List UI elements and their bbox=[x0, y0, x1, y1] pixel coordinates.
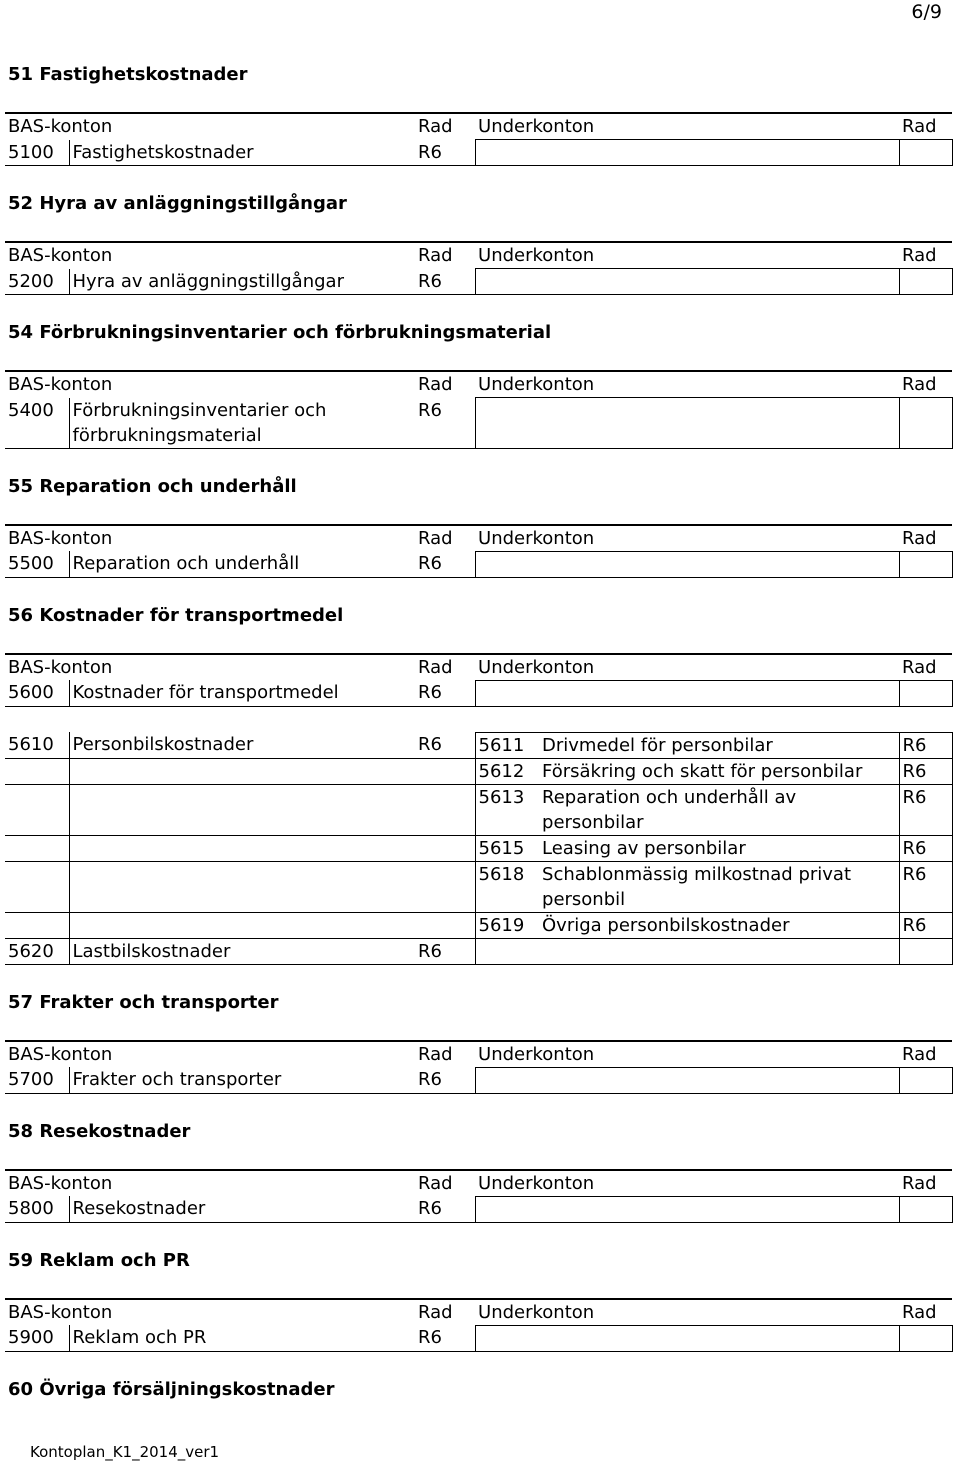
sub-code bbox=[475, 140, 539, 166]
section-59 bbox=[5, 1248, 952, 1352]
account-rad bbox=[415, 784, 475, 835]
account-code: 5500 bbox=[5, 551, 69, 577]
footer-document-id: Kontoplan_K1_2014_ver1 bbox=[30, 1443, 220, 1461]
sub-code bbox=[475, 938, 539, 964]
sub-name: Övriga personbilskostnader bbox=[539, 912, 899, 938]
header-underkonton: Underkonton bbox=[475, 525, 899, 552]
section-57 bbox=[5, 990, 952, 1094]
account-code: 5100 bbox=[5, 140, 69, 166]
header-rad-2: Rad bbox=[899, 371, 952, 398]
header-bas-konton: BAS-konton bbox=[5, 654, 415, 681]
sub-rad bbox=[899, 680, 952, 706]
account-name bbox=[69, 912, 415, 938]
sub-rad bbox=[899, 938, 952, 964]
account-name bbox=[69, 861, 415, 912]
table-row bbox=[5, 758, 952, 784]
sub-code: 5613 bbox=[475, 784, 539, 835]
sub-rad bbox=[899, 1067, 952, 1093]
table-header bbox=[5, 1299, 952, 1326]
section-58 bbox=[5, 1119, 952, 1223]
account-code: 5900 bbox=[5, 1325, 69, 1351]
sub-name bbox=[539, 551, 899, 577]
header-bas-konton: BAS-konton bbox=[5, 113, 415, 140]
table-row bbox=[5, 784, 952, 835]
sub-rad: R6 bbox=[899, 861, 952, 912]
sub-rad bbox=[899, 398, 952, 449]
account-rad: R6 bbox=[415, 398, 475, 449]
table-header bbox=[5, 654, 952, 681]
section-title: 57 Frakter och transporter bbox=[8, 991, 279, 1013]
sub-name: Drivmedel för personbilar bbox=[539, 732, 899, 758]
table-row bbox=[5, 1325, 952, 1351]
sub-rad: R6 bbox=[899, 758, 952, 784]
sub-code: 5611 bbox=[475, 732, 539, 758]
section-60 bbox=[5, 1377, 952, 1402]
account-table bbox=[5, 653, 953, 965]
header-rad: Rad bbox=[415, 371, 475, 398]
account-name: Lastbilskostnader bbox=[69, 938, 415, 964]
sub-name bbox=[539, 1067, 899, 1093]
account-name: Personbilskostnader bbox=[69, 732, 415, 758]
header-bas-konton: BAS-konton bbox=[5, 525, 415, 552]
sub-code: 5619 bbox=[475, 912, 539, 938]
header-rad: Rad bbox=[415, 1041, 475, 1068]
sub-rad bbox=[899, 269, 952, 295]
table-row bbox=[5, 1067, 952, 1093]
table-row bbox=[5, 938, 952, 964]
header-rad-2: Rad bbox=[899, 1170, 952, 1197]
account-rad: R6 bbox=[415, 140, 475, 166]
account-rad bbox=[415, 835, 475, 861]
table-header bbox=[5, 1041, 952, 1068]
sub-name: Försäkring och skatt för personbilar bbox=[539, 758, 899, 784]
sub-name bbox=[539, 269, 899, 295]
account-code bbox=[5, 861, 69, 912]
header-rad: Rad bbox=[415, 242, 475, 269]
sub-code bbox=[475, 680, 539, 706]
sub-name: Schablonmässig milkostnad privat personbil bbox=[539, 861, 899, 912]
account-name: Kostnader för transportmedel bbox=[69, 680, 415, 706]
sub-code bbox=[475, 1196, 539, 1222]
account-name: Hyra av anläggningstillgångar bbox=[69, 269, 415, 295]
table-header bbox=[5, 525, 952, 552]
header-rad-2: Rad bbox=[899, 525, 952, 552]
account-name: Fastighetskostnader bbox=[69, 140, 415, 166]
account-rad: R6 bbox=[415, 680, 475, 706]
sub-name bbox=[539, 1196, 899, 1222]
account-name: Frakter och transporter bbox=[69, 1067, 415, 1093]
account-code: 5200 bbox=[5, 269, 69, 295]
section-title: 59 Reklam och PR bbox=[8, 1249, 190, 1271]
header-underkonton: Underkonton bbox=[475, 1170, 899, 1197]
sub-name bbox=[539, 398, 899, 449]
account-table bbox=[5, 1298, 953, 1352]
table-header bbox=[5, 371, 952, 398]
account-code: 5800 bbox=[5, 1196, 69, 1222]
sub-rad: R6 bbox=[899, 835, 952, 861]
sub-code bbox=[475, 269, 539, 295]
section-title: 51 Fastighetskostnader bbox=[8, 64, 248, 85]
table-row bbox=[5, 269, 952, 295]
account-code: 5600 bbox=[5, 680, 69, 706]
sub-code: 5615 bbox=[475, 835, 539, 861]
account-name bbox=[69, 835, 415, 861]
account-code bbox=[5, 835, 69, 861]
sub-rad bbox=[899, 140, 952, 166]
header-rad-2: Rad bbox=[899, 113, 952, 140]
section-52 bbox=[5, 191, 952, 295]
spacer-row bbox=[5, 706, 952, 732]
header-bas-konton: BAS-konton bbox=[5, 242, 415, 269]
account-name bbox=[69, 758, 415, 784]
header-underkonton: Underkonton bbox=[475, 654, 899, 681]
table-row bbox=[5, 1196, 952, 1222]
sub-rad bbox=[899, 551, 952, 577]
header-rad-2: Rad bbox=[899, 242, 952, 269]
section-title: 58 Resekostnader bbox=[8, 1120, 191, 1142]
header-rad-2: Rad bbox=[899, 1041, 952, 1068]
sub-code: 5612 bbox=[475, 758, 539, 784]
section-51 bbox=[5, 62, 952, 166]
table-header bbox=[5, 242, 952, 269]
sub-rad: R6 bbox=[899, 732, 952, 758]
account-name: Resekostnader bbox=[69, 1196, 415, 1222]
header-bas-konton: BAS-konton bbox=[5, 1041, 415, 1068]
account-rad: R6 bbox=[415, 1196, 475, 1222]
table-row bbox=[5, 912, 952, 938]
account-rad: R6 bbox=[415, 938, 475, 964]
sub-name: Reparation och underhåll av personbilar bbox=[539, 784, 899, 835]
sub-name bbox=[539, 680, 899, 706]
sub-name bbox=[539, 140, 899, 166]
table-row bbox=[5, 398, 952, 449]
account-code: 5700 bbox=[5, 1067, 69, 1093]
account-name: Reparation och underhåll bbox=[69, 551, 415, 577]
account-name: Förbrukningsinventarier och förbrukningsmaterial bbox=[69, 398, 415, 449]
table-header bbox=[5, 1170, 952, 1197]
account-code bbox=[5, 784, 69, 835]
section-56 bbox=[5, 603, 952, 965]
sub-rad bbox=[899, 1196, 952, 1222]
header-rad: Rad bbox=[415, 113, 475, 140]
section-54 bbox=[5, 320, 952, 449]
account-rad: R6 bbox=[415, 1325, 475, 1351]
section-title: 56 Kostnader för transportmedel bbox=[8, 604, 344, 626]
account-name bbox=[69, 784, 415, 835]
header-rad: Rad bbox=[415, 525, 475, 552]
section-55 bbox=[5, 474, 952, 578]
account-code: 5620 bbox=[5, 938, 69, 964]
sub-name bbox=[539, 1325, 899, 1351]
account-code: 5400 bbox=[5, 398, 69, 449]
header-rad-2: Rad bbox=[899, 1299, 952, 1326]
account-table bbox=[5, 1169, 953, 1223]
account-rad: R6 bbox=[415, 732, 475, 758]
table-header bbox=[5, 113, 952, 140]
account-rad: R6 bbox=[415, 551, 475, 577]
sub-code bbox=[475, 398, 539, 449]
account-table bbox=[5, 1040, 953, 1094]
header-rad: Rad bbox=[415, 654, 475, 681]
table-row bbox=[5, 861, 952, 912]
sub-rad bbox=[899, 1325, 952, 1351]
section-title: 52 Hyra av anläggningstillgångar bbox=[8, 193, 347, 214]
table-row bbox=[5, 680, 952, 706]
account-code bbox=[5, 758, 69, 784]
header-rad-2: Rad bbox=[899, 654, 952, 681]
account-table bbox=[5, 112, 953, 166]
account-rad: R6 bbox=[415, 269, 475, 295]
sub-code bbox=[475, 1325, 539, 1351]
header-bas-konton: BAS-konton bbox=[5, 1299, 415, 1326]
header-underkonton: Underkonton bbox=[475, 1041, 899, 1068]
section-title: 54 Förbrukningsinventarier och förbrukningsmaterial bbox=[8, 322, 552, 343]
header-bas-konton: BAS-konton bbox=[5, 1170, 415, 1197]
header-underkonton: Underkonton bbox=[475, 242, 899, 269]
account-rad: R6 bbox=[415, 1067, 475, 1093]
sub-rad: R6 bbox=[899, 912, 952, 938]
account-name: Reklam och PR bbox=[69, 1325, 415, 1351]
header-underkonton: Underkonton bbox=[475, 1299, 899, 1326]
page-number: 6/9 bbox=[911, 1, 942, 23]
account-code bbox=[5, 912, 69, 938]
section-title: 60 Övriga försäljningskostnader bbox=[8, 1378, 335, 1400]
account-rad bbox=[415, 912, 475, 938]
account-table bbox=[5, 241, 953, 295]
sub-code bbox=[475, 1067, 539, 1093]
account-table bbox=[5, 370, 953, 449]
header-underkonton: Underkonton bbox=[475, 113, 899, 140]
sub-name: Leasing av personbilar bbox=[539, 835, 899, 861]
section-title: 55 Reparation och underhåll bbox=[8, 475, 297, 497]
sub-name bbox=[539, 938, 899, 964]
account-table bbox=[5, 524, 953, 578]
sub-rad: R6 bbox=[899, 784, 952, 835]
sub-code: 5618 bbox=[475, 861, 539, 912]
document-body bbox=[5, 62, 952, 1427]
header-bas-konton: BAS-konton bbox=[5, 371, 415, 398]
sub-code bbox=[475, 551, 539, 577]
account-code: 5610 bbox=[5, 732, 69, 758]
account-rad bbox=[415, 758, 475, 784]
table-row bbox=[5, 140, 952, 166]
header-rad: Rad bbox=[415, 1170, 475, 1197]
header-underkonton: Underkonton bbox=[475, 371, 899, 398]
header-rad: Rad bbox=[415, 1299, 475, 1326]
account-rad bbox=[415, 861, 475, 912]
table-row bbox=[5, 732, 952, 758]
table-row bbox=[5, 835, 952, 861]
table-row bbox=[5, 551, 952, 577]
